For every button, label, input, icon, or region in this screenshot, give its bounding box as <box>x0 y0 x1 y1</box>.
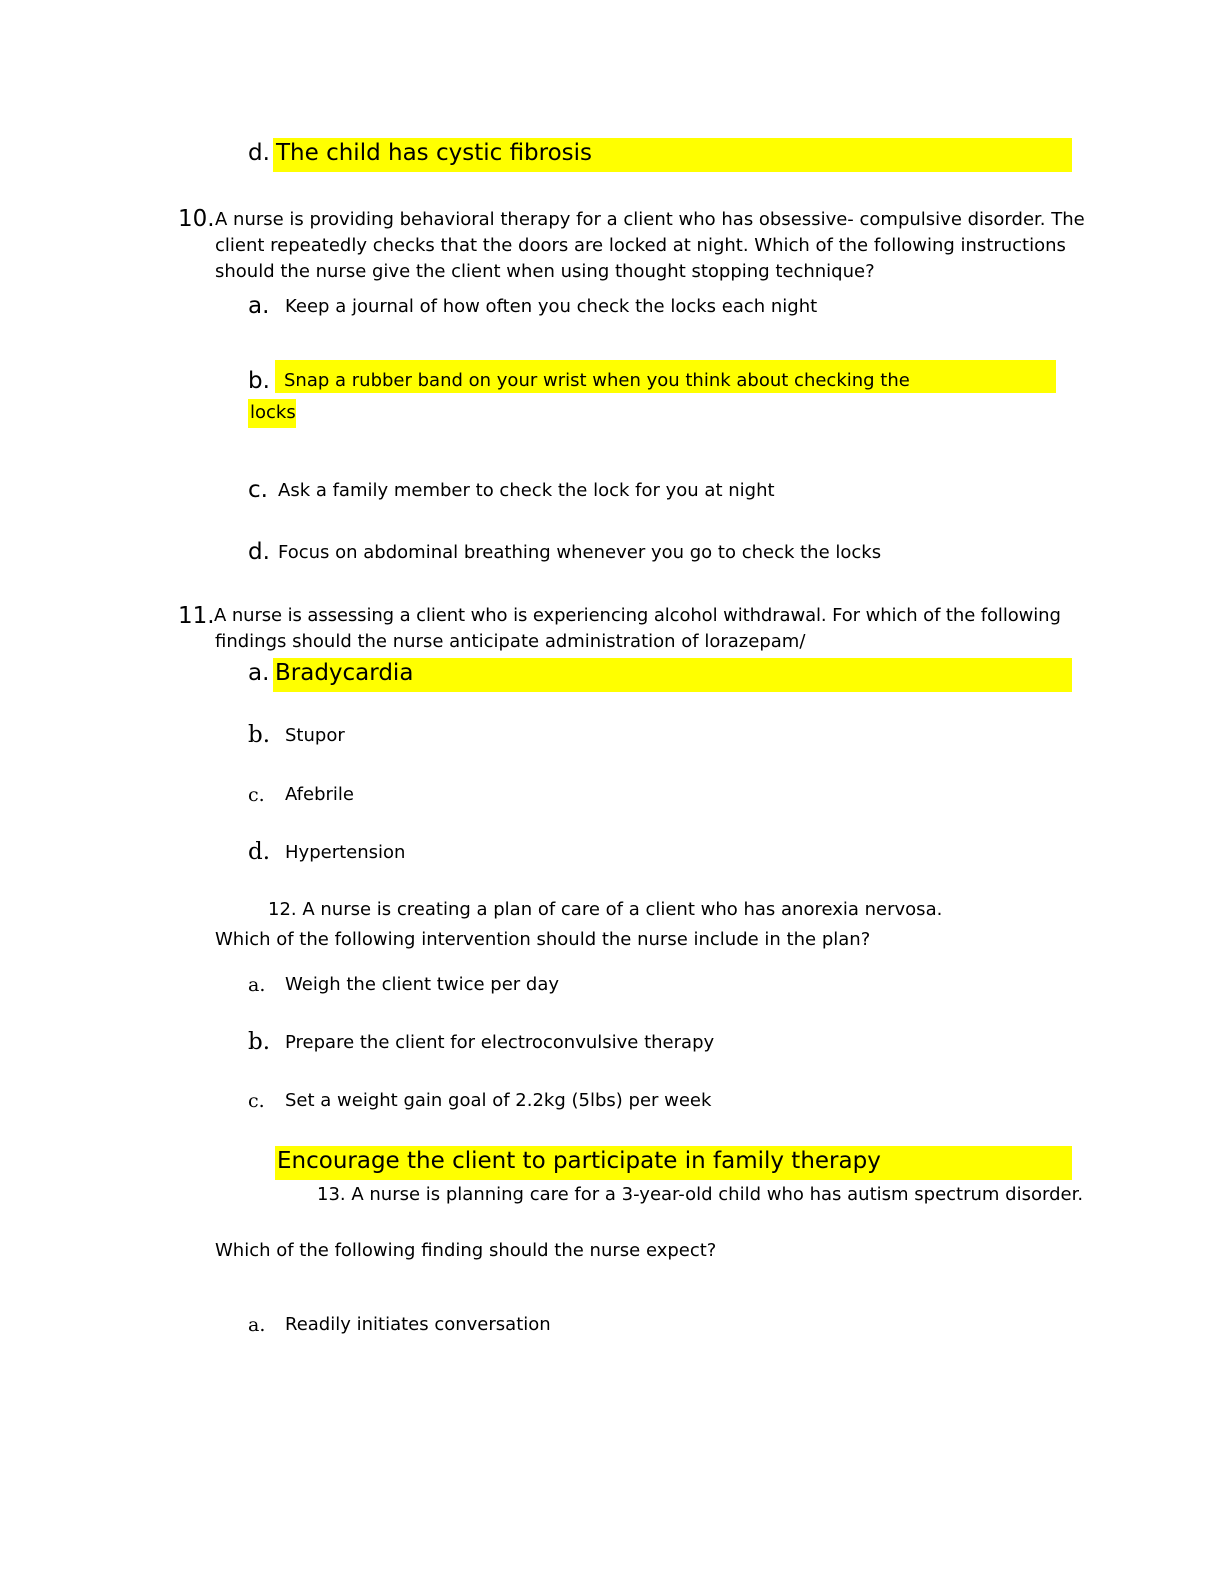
q13-stem-line-2: Which of the following finding should the nurse expect? <box>215 1240 717 1261</box>
q12-stem-line-1: 12. A nurse is creating a plan of care of a client who has anorexia nervosa. <box>268 899 943 920</box>
q10-option-a-text: Keep a journal of how often you check the locks each night <box>285 296 818 317</box>
q11-option-a-text: Bradycardia <box>275 660 414 686</box>
q12-highlighted-answer: Encourage the client to participate in family therapy <box>277 1148 881 1174</box>
q10-stem-line-3: should the nurse give the client when using thought stopping technique? <box>215 261 875 282</box>
q13-stem-line-1: 13. A nurse is planning care for a 3-year-old child who has autism spectrum disorder. <box>317 1184 1084 1205</box>
q10-option-b-letter: b. <box>248 368 270 394</box>
q13-option-a-letter: a. <box>248 1314 266 1336</box>
q11-stem-line-1: A nurse is assessing a client who is experiencing alcohol withdrawal. For which of the following <box>214 605 1061 626</box>
q11-option-d-text: Hypertension <box>285 842 406 863</box>
prev-option-d-letter: d. <box>248 140 270 166</box>
q12-option-a-text: Weigh the client twice per day <box>285 974 559 995</box>
q12-stem-line-2: Which of the following intervention should the nurse include in the plan? <box>215 929 871 950</box>
q11-option-c-letter: c. <box>248 784 265 806</box>
q12-option-b-text: Prepare the client for electroconvulsive therapy <box>285 1032 715 1053</box>
q11-option-d-letter: d. <box>248 839 271 865</box>
q10-number: 10. <box>178 206 215 232</box>
q10-option-a-letter: a. <box>248 293 270 319</box>
q10-option-b-text-line-1: Snap a rubber band on your wrist when you think about checking the <box>284 370 910 391</box>
q10-option-d-letter: d. <box>248 539 270 565</box>
q10-option-d-text: Focus on abdominal breathing whenever you go to check the locks <box>278 542 882 563</box>
q12-option-c-text: Set a weight gain goal of 2.2kg (5lbs) per week <box>285 1090 712 1111</box>
q12-option-c-letter: c. <box>248 1090 265 1112</box>
q11-option-b-text: Stupor <box>285 725 345 746</box>
q11-option-c-text: Afebrile <box>285 784 354 805</box>
q10-stem-line-2: client repeatedly checks that the doors are locked at night. Which of the following instructions <box>215 235 1066 256</box>
q10-stem-line-1: A nurse is providing behavioral therapy for a client who has obsessive- compulsive disorder. The <box>215 209 1085 230</box>
q10-option-c-text: Ask a family member to check the lock for you at night <box>278 480 775 501</box>
q13-option-a-text: Readily initiates conversation <box>285 1314 551 1335</box>
q11-option-a-letter: a. <box>248 660 270 686</box>
q10-option-b-text-line-2: locks <box>250 402 296 423</box>
q11-stem-line-2: findings should the nurse anticipate administration of lorazepam/ <box>215 631 806 652</box>
q10-option-c-letter: c. <box>248 477 268 503</box>
q12-option-b-letter: b. <box>248 1029 271 1055</box>
prev-option-d-text: The child has cystic fibrosis <box>276 140 593 166</box>
q11-number: 11. <box>178 603 215 629</box>
q11-option-b-letter: b. <box>248 722 271 748</box>
q12-option-a-letter: a. <box>248 974 266 996</box>
